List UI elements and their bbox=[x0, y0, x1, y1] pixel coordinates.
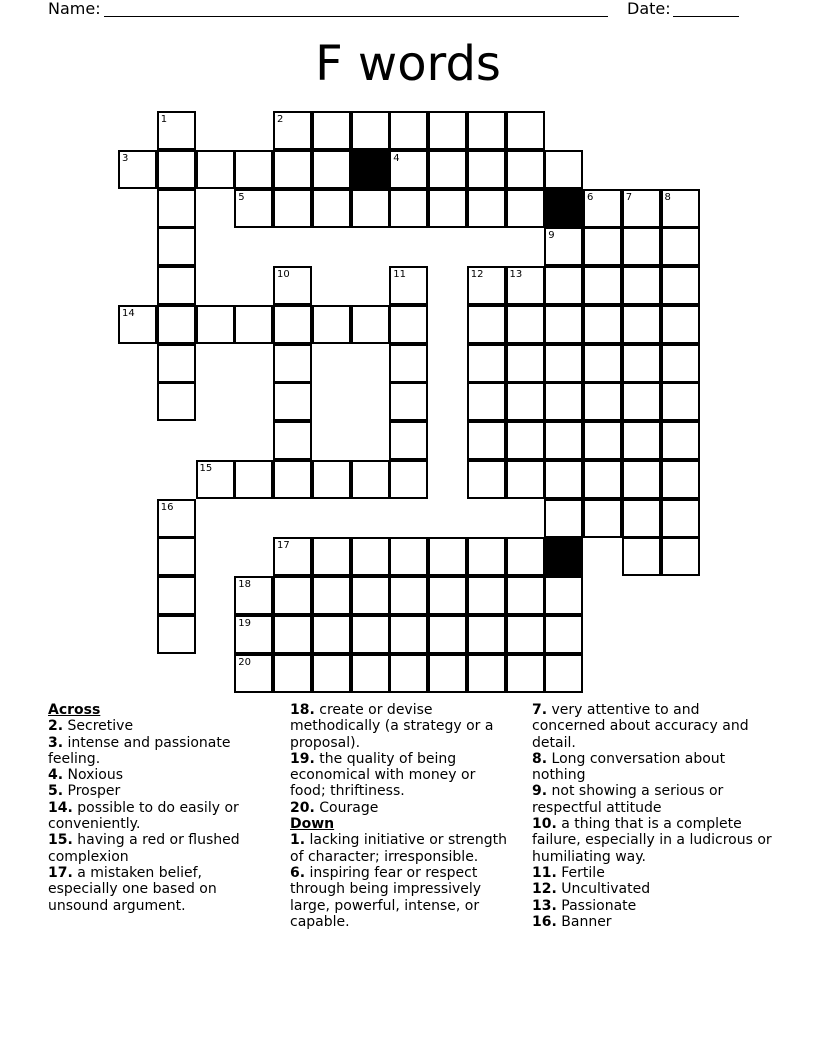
grid-cell[interactable] bbox=[273, 654, 312, 693]
cell-number: 10 bbox=[277, 269, 290, 280]
clue-text: a mistaken belief, especially one based on unsound argument. bbox=[48, 864, 217, 914]
grid-cell[interactable] bbox=[622, 305, 661, 344]
cell-number: 16 bbox=[160, 501, 174, 513]
grid-cell[interactable] bbox=[467, 150, 506, 189]
clue-item bbox=[290, 865, 514, 930]
grid-cell[interactable] bbox=[234, 189, 273, 228]
clue-text: Long conversation about nothing bbox=[532, 750, 726, 784]
clue-text: not showing a serious or respectful attitude bbox=[532, 783, 724, 816]
grid-cell[interactable] bbox=[273, 189, 312, 228]
grid-cell[interactable] bbox=[544, 150, 583, 189]
grid-cell[interactable] bbox=[351, 654, 390, 693]
grid-cell[interactable] bbox=[273, 576, 312, 615]
cell-number: 7 bbox=[625, 191, 633, 203]
clue-text: Noxious bbox=[67, 767, 124, 784]
grid-cell[interactable] bbox=[157, 189, 196, 228]
clue-text: Uncultivated bbox=[561, 881, 651, 898]
grid-cell[interactable] bbox=[157, 305, 196, 344]
grid-cell[interactable] bbox=[622, 499, 661, 538]
clue-number: 20. bbox=[290, 799, 315, 816]
grid-cell[interactable] bbox=[389, 266, 428, 305]
grid-cell[interactable] bbox=[273, 382, 312, 421]
grid-cell[interactable] bbox=[622, 460, 661, 499]
clue-number: 14. bbox=[48, 799, 73, 816]
grid-cell[interactable] bbox=[351, 460, 390, 499]
clue-number: 7. bbox=[532, 702, 548, 718]
grid-cell[interactable] bbox=[273, 305, 312, 344]
clue-item bbox=[48, 865, 270, 914]
grid-cell[interactable] bbox=[234, 654, 273, 693]
grid-cell[interactable] bbox=[467, 421, 506, 460]
clue-text: Fertile bbox=[561, 864, 605, 881]
date-label: Date: bbox=[627, 0, 671, 18]
grid-cell[interactable] bbox=[506, 266, 545, 305]
grid-cell[interactable] bbox=[157, 150, 196, 189]
clue-text: the quality of being economical with money or food; thriftiness. bbox=[290, 750, 476, 800]
grid-cell[interactable] bbox=[312, 615, 351, 654]
clue-number: 8. bbox=[532, 750, 548, 767]
clue-number: 13. bbox=[532, 897, 557, 914]
cell-number: 8 bbox=[664, 191, 671, 203]
grid-cell[interactable] bbox=[312, 305, 351, 344]
grid-cell[interactable] bbox=[389, 344, 428, 383]
grid-cell[interactable] bbox=[506, 421, 545, 460]
grid-cell[interactable] bbox=[157, 576, 196, 615]
cell-number: 14 bbox=[122, 307, 135, 319]
clue-text: Secretive bbox=[67, 718, 134, 735]
clue-item bbox=[532, 898, 776, 914]
clue-item bbox=[48, 800, 270, 833]
clue-text: a thing that is a complete failure, especially in a ludicrous or humiliating way. bbox=[532, 816, 772, 865]
grid-cell[interactable] bbox=[622, 382, 661, 421]
grid-cell[interactable] bbox=[661, 305, 700, 344]
grid-cell[interactable] bbox=[312, 654, 351, 693]
grid-cell[interactable] bbox=[661, 499, 700, 538]
clue-item bbox=[532, 881, 776, 897]
cell-number: 15 bbox=[199, 462, 213, 474]
grid-cell[interactable] bbox=[506, 382, 545, 421]
grid-cell[interactable] bbox=[389, 460, 428, 499]
clue-number: 3. bbox=[48, 734, 64, 751]
grid-cell[interactable] bbox=[157, 227, 196, 266]
grid-cell[interactable] bbox=[622, 227, 661, 266]
clue-number: 11. bbox=[532, 864, 557, 881]
grid-cell[interactable] bbox=[661, 460, 700, 499]
grid-cell[interactable] bbox=[544, 382, 583, 421]
clue-number: 10. bbox=[532, 816, 557, 833]
clue-text: Banner bbox=[561, 913, 612, 930]
grid-cell[interactable] bbox=[389, 421, 428, 460]
grid-cell[interactable] bbox=[506, 537, 545, 576]
clue-item bbox=[48, 735, 270, 768]
grid-cell[interactable] bbox=[467, 111, 506, 150]
grid-cell[interactable] bbox=[273, 150, 312, 189]
puzzle-title: F words bbox=[315, 36, 501, 92]
grid-cell[interactable] bbox=[273, 111, 312, 150]
clue-text: lacking initiative or strength of character; irresponsible. bbox=[290, 832, 507, 865]
grid-cell[interactable] bbox=[351, 537, 390, 576]
grid-cell[interactable] bbox=[467, 266, 506, 305]
grid-cell[interactable] bbox=[157, 344, 196, 383]
grid-cell[interactable] bbox=[661, 189, 700, 228]
grid-cell[interactable] bbox=[351, 576, 390, 615]
grid-cell[interactable] bbox=[428, 537, 467, 576]
cell-number: 20 bbox=[238, 656, 251, 668]
cell-number: 11 bbox=[393, 269, 406, 280]
grid-cell[interactable] bbox=[428, 654, 467, 693]
clue-item bbox=[48, 783, 270, 799]
grid-cell[interactable] bbox=[157, 615, 196, 654]
grid-block bbox=[351, 150, 390, 189]
grid-cell[interactable] bbox=[661, 537, 700, 576]
clue-item bbox=[290, 800, 514, 816]
grid-cell[interactable] bbox=[661, 266, 700, 305]
cell-number: 18 bbox=[238, 579, 251, 590]
clue-text: possible to do easily or conveniently. bbox=[48, 799, 239, 833]
clue-item bbox=[48, 718, 270, 734]
clue-item bbox=[532, 816, 776, 865]
grid-cell[interactable] bbox=[467, 344, 506, 383]
name-label: Name: bbox=[48, 0, 101, 18]
cell-number: 13 bbox=[509, 269, 523, 280]
grid-cell[interactable] bbox=[467, 537, 506, 576]
grid-cell[interactable] bbox=[351, 305, 390, 344]
grid-block bbox=[544, 189, 583, 228]
clue-item bbox=[532, 751, 776, 784]
grid-cell[interactable] bbox=[506, 344, 545, 383]
clue-item bbox=[532, 914, 776, 930]
grid-cell[interactable] bbox=[273, 421, 312, 460]
grid-cell[interactable] bbox=[389, 189, 428, 228]
clue-number: 17. bbox=[48, 864, 73, 881]
clues-column-2 bbox=[290, 702, 514, 930]
clue-text: having a red or flushed complexion bbox=[48, 832, 240, 865]
clue-text: Courage bbox=[319, 799, 379, 816]
grid-cell[interactable] bbox=[389, 654, 428, 693]
grid-cell[interactable] bbox=[544, 344, 583, 383]
grid-cell[interactable] bbox=[622, 537, 661, 576]
grid-cell[interactable] bbox=[661, 382, 700, 421]
grid-cell[interactable] bbox=[661, 421, 700, 460]
cell-number: 4 bbox=[393, 152, 400, 164]
clue-text: very attentive to and concerned about accuracy and detail. bbox=[532, 702, 749, 751]
clue-number: 1. bbox=[290, 832, 306, 849]
clue-number: 15. bbox=[48, 832, 73, 849]
grid-cell[interactable] bbox=[467, 382, 506, 421]
grid-cell[interactable] bbox=[467, 305, 506, 344]
grid-cell[interactable] bbox=[351, 615, 390, 654]
cell-number: 9 bbox=[548, 230, 555, 242]
clue-item bbox=[532, 702, 776, 751]
grid-cell[interactable] bbox=[583, 421, 622, 460]
grid-cell[interactable] bbox=[544, 615, 583, 654]
grid-cell[interactable] bbox=[312, 576, 351, 615]
grid-cell[interactable] bbox=[312, 111, 351, 150]
grid-cell[interactable] bbox=[234, 615, 273, 654]
grid-cell[interactable] bbox=[389, 537, 428, 576]
grid-cell[interactable] bbox=[312, 460, 351, 499]
clue-number: 2. bbox=[48, 718, 64, 735]
grid-cell[interactable] bbox=[118, 305, 157, 344]
grid-cell[interactable] bbox=[506, 615, 545, 654]
grid-cell[interactable] bbox=[622, 189, 661, 228]
grid-cell[interactable] bbox=[351, 189, 390, 228]
grid-cell[interactable] bbox=[157, 499, 196, 538]
clue-number: 9. bbox=[532, 783, 548, 800]
grid-cell[interactable] bbox=[544, 654, 583, 693]
grid-cell[interactable] bbox=[273, 615, 312, 654]
clue-text: Prosper bbox=[67, 783, 121, 800]
grid-cell[interactable] bbox=[428, 576, 467, 615]
grid-cell[interactable] bbox=[389, 615, 428, 654]
grid-block bbox=[544, 537, 583, 576]
grid-cell[interactable] bbox=[506, 111, 545, 150]
clue-text: inspiring fear or respect through being impressively large, powerful, intense, or capable. bbox=[290, 864, 482, 930]
grid-cell[interactable] bbox=[583, 460, 622, 499]
clue-number: 18. bbox=[290, 702, 315, 718]
clue-item bbox=[290, 751, 514, 800]
grid-cell[interactable] bbox=[312, 537, 351, 576]
grid-cell[interactable] bbox=[544, 266, 583, 305]
grid-cell[interactable] bbox=[622, 344, 661, 383]
clue-number: 16. bbox=[532, 913, 557, 930]
grid-cell[interactable] bbox=[157, 111, 196, 150]
grid-cell[interactable] bbox=[661, 227, 700, 266]
grid-cell[interactable] bbox=[273, 266, 312, 305]
grid-cell[interactable] bbox=[544, 227, 583, 266]
grid-cell[interactable] bbox=[196, 305, 235, 344]
grid-cell[interactable] bbox=[506, 654, 545, 693]
clue-item bbox=[290, 702, 514, 751]
grid-cell[interactable] bbox=[389, 382, 428, 421]
clue-item bbox=[290, 832, 514, 865]
grid-cell[interactable] bbox=[583, 227, 622, 266]
clue-number: 4. bbox=[48, 767, 64, 784]
grid-cell[interactable] bbox=[622, 421, 661, 460]
grid-cell[interactable] bbox=[428, 189, 467, 228]
grid-cell[interactable] bbox=[389, 150, 428, 189]
grid-cell[interactable] bbox=[234, 305, 273, 344]
cell-number: 5 bbox=[238, 191, 245, 203]
grid-cell[interactable] bbox=[661, 344, 700, 383]
grid-cell[interactable] bbox=[273, 460, 312, 499]
grid-cell[interactable] bbox=[312, 150, 351, 189]
grid-cell[interactable] bbox=[544, 576, 583, 615]
grid-cell[interactable] bbox=[389, 576, 428, 615]
cell-number: 17 bbox=[277, 540, 290, 552]
grid-cell[interactable] bbox=[351, 111, 390, 150]
grid-cell[interactable] bbox=[273, 344, 312, 383]
grid-cell[interactable] bbox=[118, 150, 157, 189]
clue-item bbox=[532, 783, 776, 816]
grid-cell[interactable] bbox=[234, 576, 273, 615]
grid-cell[interactable] bbox=[583, 499, 622, 538]
grid-cell[interactable] bbox=[583, 382, 622, 421]
clue-number: 19. bbox=[290, 750, 315, 767]
grid-cell[interactable] bbox=[506, 576, 545, 615]
clues-column-3 bbox=[532, 702, 776, 930]
clue-section-heading: Across bbox=[48, 702, 101, 718]
grid-cell[interactable] bbox=[389, 111, 428, 150]
clue-text: create or devise methodically (a strategy or a proposal). bbox=[290, 702, 494, 751]
grid-cell[interactable] bbox=[428, 615, 467, 654]
grid-cell[interactable] bbox=[157, 382, 196, 421]
cell-number: 12 bbox=[470, 269, 484, 280]
grid-cell[interactable] bbox=[467, 615, 506, 654]
cell-number: 19 bbox=[238, 617, 251, 629]
grid-cell[interactable] bbox=[467, 460, 506, 499]
clue-item bbox=[48, 767, 270, 783]
grid-cell[interactable] bbox=[583, 305, 622, 344]
grid-cell[interactable] bbox=[273, 537, 312, 576]
grid-cell[interactable] bbox=[234, 460, 273, 499]
grid-cell[interactable] bbox=[506, 460, 545, 499]
clues-column-1 bbox=[48, 702, 270, 914]
grid-cell[interactable] bbox=[467, 189, 506, 228]
cell-number: 6 bbox=[587, 191, 594, 203]
grid-cell[interactable] bbox=[428, 150, 467, 189]
clue-text: intense and passionate feeling. bbox=[48, 734, 231, 767]
clue-number: 5. bbox=[48, 783, 64, 800]
clue-section-heading: Down bbox=[290, 816, 335, 833]
grid-cell[interactable] bbox=[234, 150, 273, 189]
grid-cell[interactable] bbox=[196, 150, 235, 189]
cell-number: 2 bbox=[277, 114, 284, 125]
grid-cell[interactable] bbox=[506, 150, 545, 189]
grid-cell[interactable] bbox=[428, 111, 467, 150]
clue-number: 6. bbox=[290, 864, 306, 881]
grid-cell[interactable] bbox=[157, 266, 196, 305]
cell-number: 1 bbox=[160, 114, 168, 125]
clue-item bbox=[48, 832, 270, 865]
clue-text: Passionate bbox=[561, 897, 637, 914]
cell-number: 3 bbox=[122, 152, 129, 164]
grid-cell[interactable] bbox=[312, 189, 351, 228]
clue-item bbox=[532, 865, 776, 881]
grid-cell[interactable] bbox=[467, 576, 506, 615]
grid-cell[interactable] bbox=[583, 266, 622, 305]
grid-cell[interactable] bbox=[622, 266, 661, 305]
grid-cell[interactable] bbox=[506, 189, 545, 228]
grid-cell[interactable] bbox=[544, 499, 583, 538]
grid-cell[interactable] bbox=[506, 305, 545, 344]
grid-cell[interactable] bbox=[196, 460, 235, 499]
grid-cell[interactable] bbox=[467, 654, 506, 693]
grid-cell[interactable] bbox=[583, 344, 622, 383]
grid-cell[interactable] bbox=[389, 305, 428, 344]
grid-cell[interactable] bbox=[544, 421, 583, 460]
clue-number: 12. bbox=[532, 881, 557, 898]
grid-cell[interactable] bbox=[544, 305, 583, 344]
grid-cell[interactable] bbox=[544, 460, 583, 499]
grid-cell[interactable] bbox=[583, 189, 622, 228]
grid-cell[interactable] bbox=[157, 537, 196, 576]
